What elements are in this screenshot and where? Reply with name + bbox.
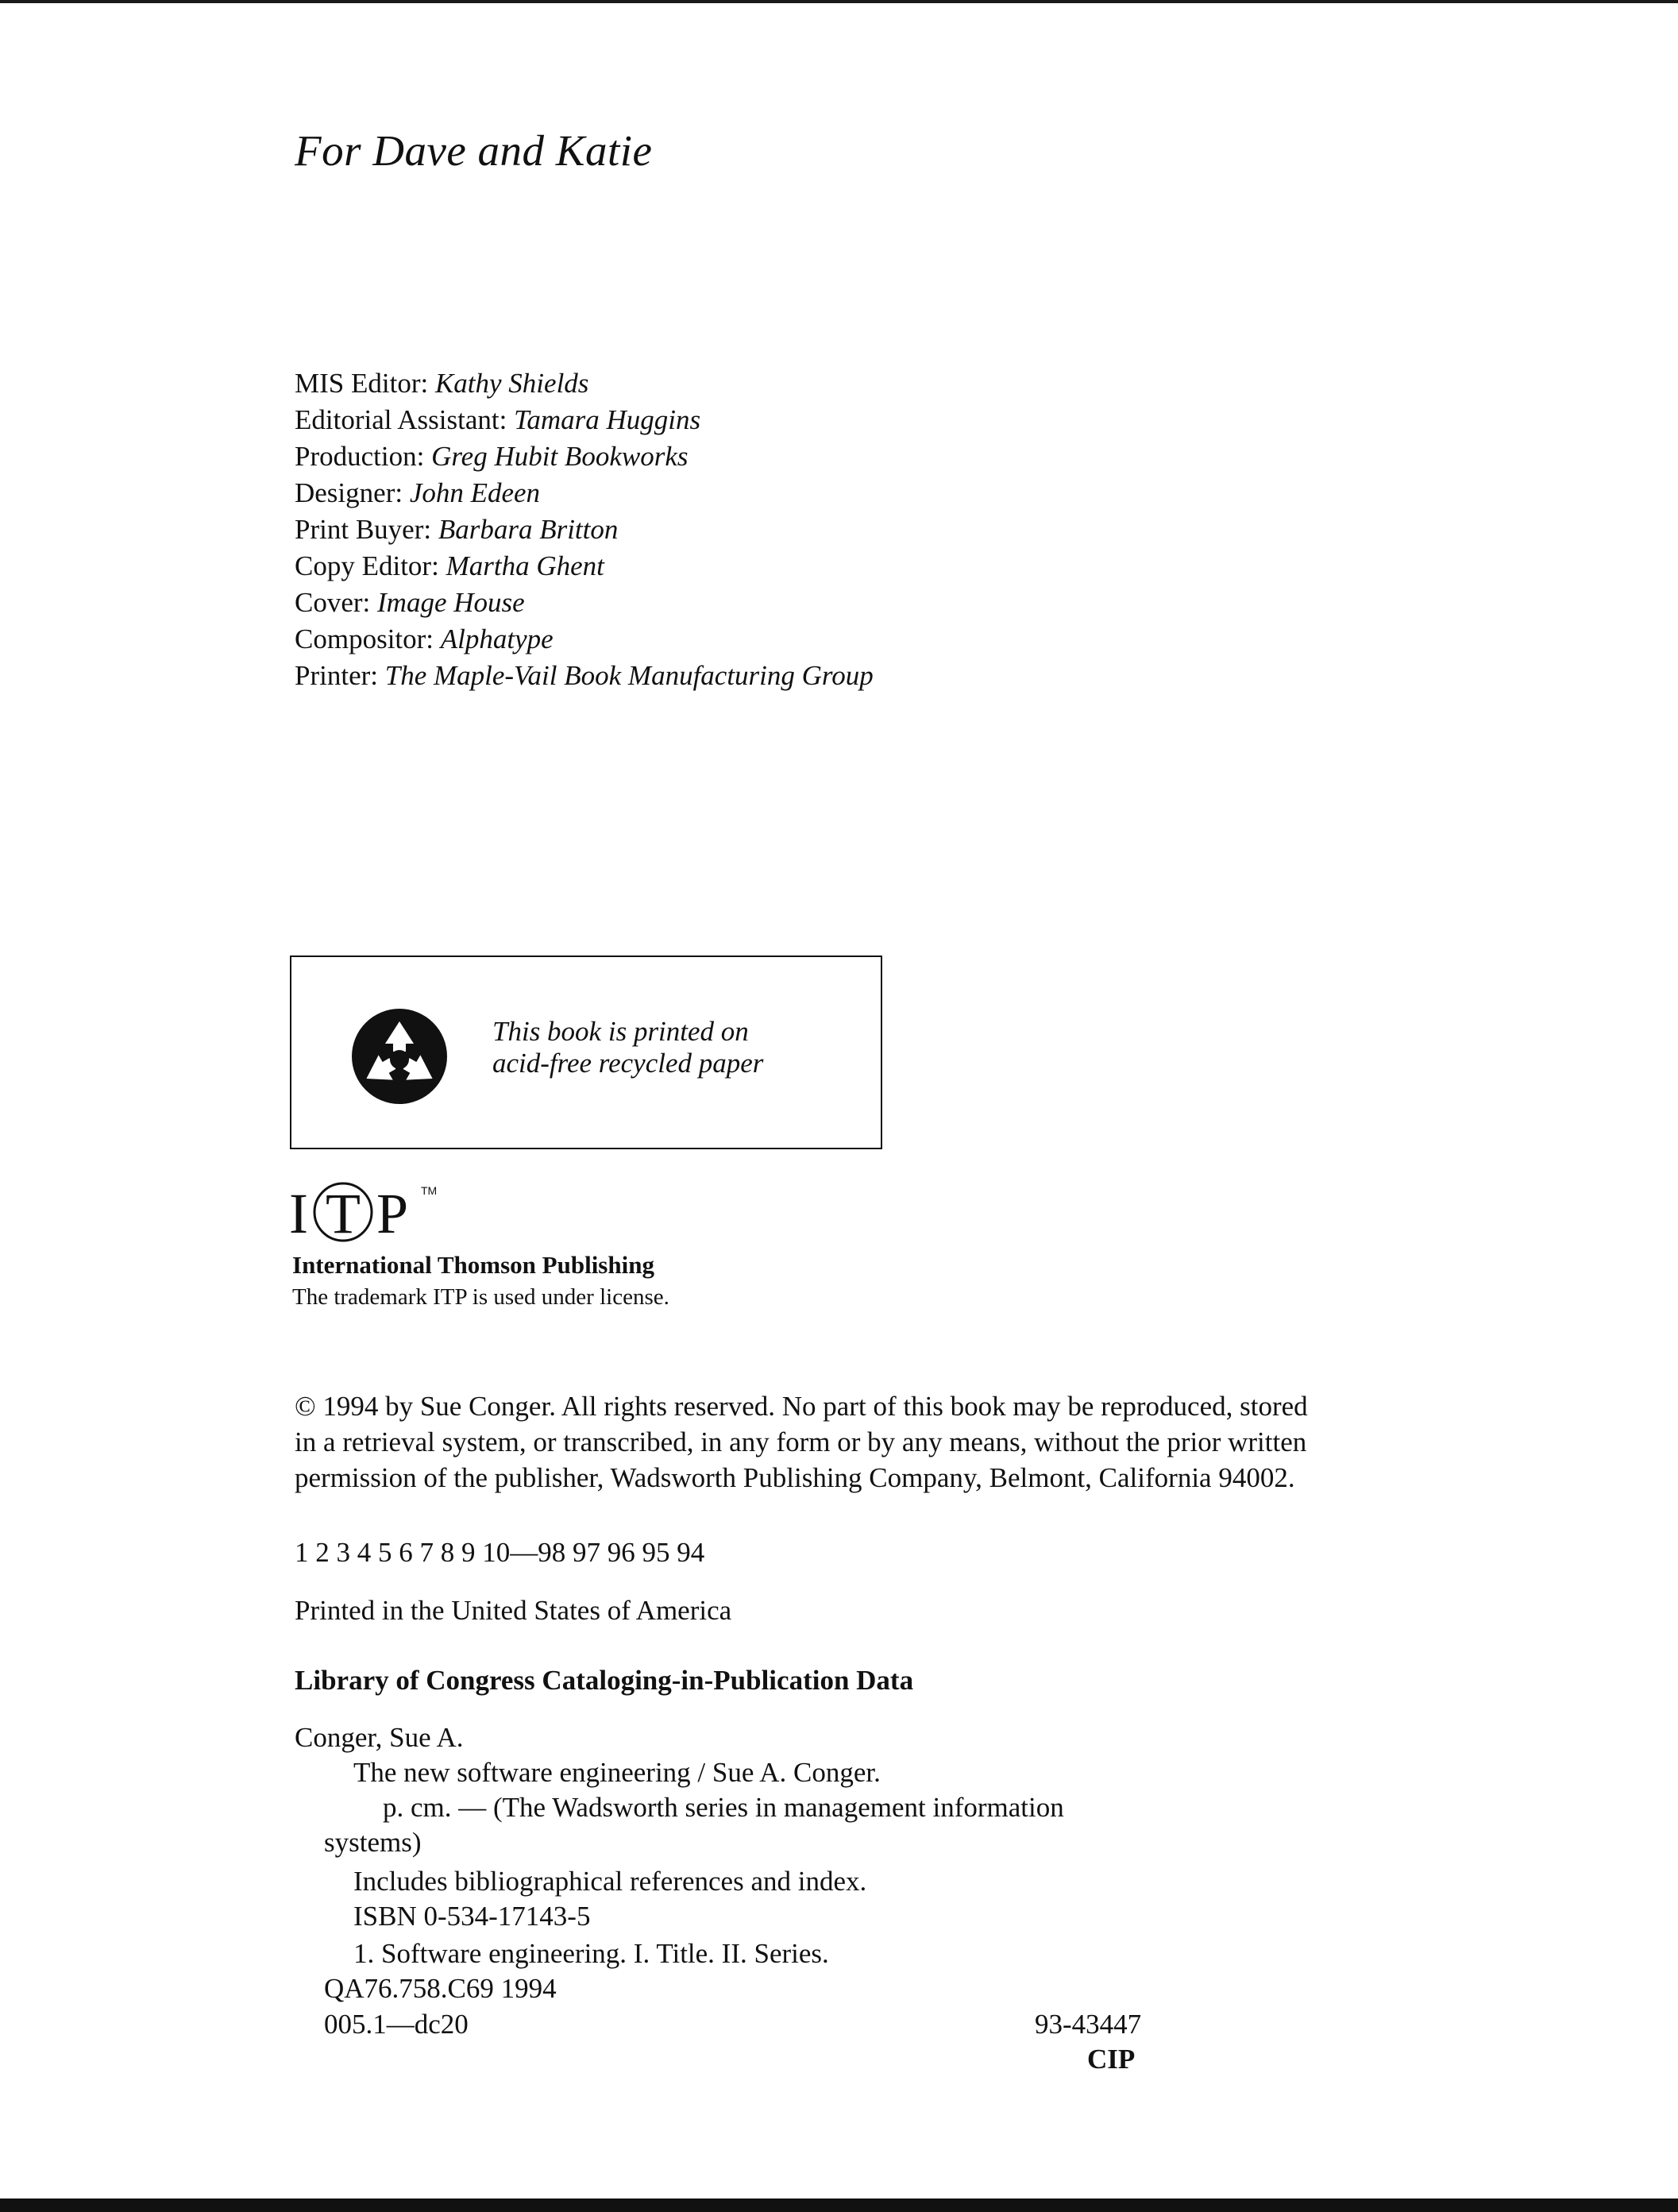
cip-lccn: 93-43447 bbox=[1035, 2009, 1142, 2040]
cip-series-line-2: systems) bbox=[324, 1827, 422, 1858]
credit-cover bbox=[295, 585, 874, 621]
credit-name: Image House bbox=[377, 587, 525, 618]
cip-heading: Library of Congress Cataloging-in-Publication Data bbox=[295, 1665, 914, 1696]
cip-dewey-number: 005.1—dc20 bbox=[324, 2009, 469, 2040]
cip-lc-call-number: QA76.758.C69 1994 bbox=[324, 1973, 557, 2004]
credit-role: Printer: bbox=[295, 660, 378, 691]
credit-role: Production: bbox=[295, 441, 425, 472]
cip-title-line: The new software engineering / Sue A. Conger. bbox=[353, 1757, 881, 1788]
credit-compositor bbox=[295, 621, 874, 658]
svg-text:I: I bbox=[289, 1182, 308, 1245]
credit-mis-editor bbox=[295, 365, 874, 402]
credit-name: The Maple-Vail Book Manufacturing Group bbox=[384, 660, 874, 691]
credit-role: Designer: bbox=[295, 477, 403, 508]
credit-designer bbox=[295, 475, 874, 512]
trademark-mark: TM bbox=[421, 1184, 438, 1197]
credit-name: Kathy Shields bbox=[434, 368, 589, 399]
credit-role: Compositor: bbox=[295, 623, 434, 654]
trademark-note: The trademark ITP is used under license. bbox=[292, 1284, 669, 1310]
recycled-paper-notice bbox=[290, 955, 882, 1149]
cip-isbn: ISBN 0-534-17143-5 bbox=[353, 1901, 591, 1932]
printing-line: 1 2 3 4 5 6 7 8 9 10—98 97 96 95 94 bbox=[295, 1537, 705, 1568]
scan-top-edge bbox=[0, 0, 1678, 3]
credit-production bbox=[295, 438, 874, 475]
recycled-paper-text bbox=[492, 1016, 763, 1079]
svg-text:P: P bbox=[376, 1182, 409, 1245]
recycled-paper-line-1: This book is printed on bbox=[492, 1016, 749, 1047]
copyright-line-1: © 1994 by Sue Conger. All rights reserved. No part of this book may be reproduced, stored bbox=[295, 1391, 1308, 1422]
credit-role: Cover: bbox=[295, 587, 371, 618]
cip-bibliography: Includes bibliographical references and index. bbox=[353, 1866, 867, 1897]
credit-print-buyer bbox=[295, 512, 874, 548]
credit-name: Alphatype bbox=[440, 623, 554, 654]
copyright-line-2: in a retrieval system, or transcribed, in any form or by any means, without the prior written bbox=[295, 1426, 1307, 1457]
credit-copy-editor bbox=[295, 548, 874, 585]
copyright-line-3: permission of the publisher, Wadsworth Publishing Company, Belmont, California 94002. bbox=[295, 1462, 1295, 1493]
cip-subjects: 1. Software engineering. I. Title. II. Series. bbox=[353, 1938, 829, 1969]
credit-name: Tamara Huggins bbox=[514, 404, 701, 435]
recycled-paper-line-2: acid-free recycled paper bbox=[492, 1048, 764, 1079]
cip-author: Conger, Sue A. bbox=[295, 1722, 464, 1753]
svg-text:T: T bbox=[326, 1182, 361, 1245]
dedication: For Dave and Katie bbox=[295, 126, 653, 175]
credit-role: MIS Editor: bbox=[295, 368, 429, 399]
publisher-name: International Thomson Publishing bbox=[292, 1251, 654, 1279]
credit-name: John Edeen bbox=[409, 477, 541, 508]
credit-role: Print Buyer: bbox=[295, 514, 432, 545]
credit-role: Copy Editor: bbox=[295, 550, 439, 581]
credits-list bbox=[295, 365, 874, 694]
credit-printer bbox=[295, 658, 874, 694]
cip-label: CIP bbox=[1087, 2044, 1136, 2075]
cip-series-line-1: p. cm. — (The Wadsworth series in management information bbox=[383, 1792, 1064, 1823]
itp-logo bbox=[287, 1174, 462, 1245]
recycle-icon bbox=[350, 1007, 449, 1106]
credit-name: Martha Ghent bbox=[446, 550, 604, 581]
printed-in: Printed in the United States of America bbox=[295, 1595, 732, 1626]
credit-name: Barbara Britton bbox=[438, 514, 619, 545]
credit-editorial-assistant bbox=[295, 402, 874, 438]
scan-bottom-edge bbox=[0, 2198, 1678, 2212]
credit-role: Editorial Assistant: bbox=[295, 404, 507, 435]
copyright-notice bbox=[295, 1388, 1391, 1496]
credit-name: Greg Hubit Bookworks bbox=[431, 441, 689, 472]
